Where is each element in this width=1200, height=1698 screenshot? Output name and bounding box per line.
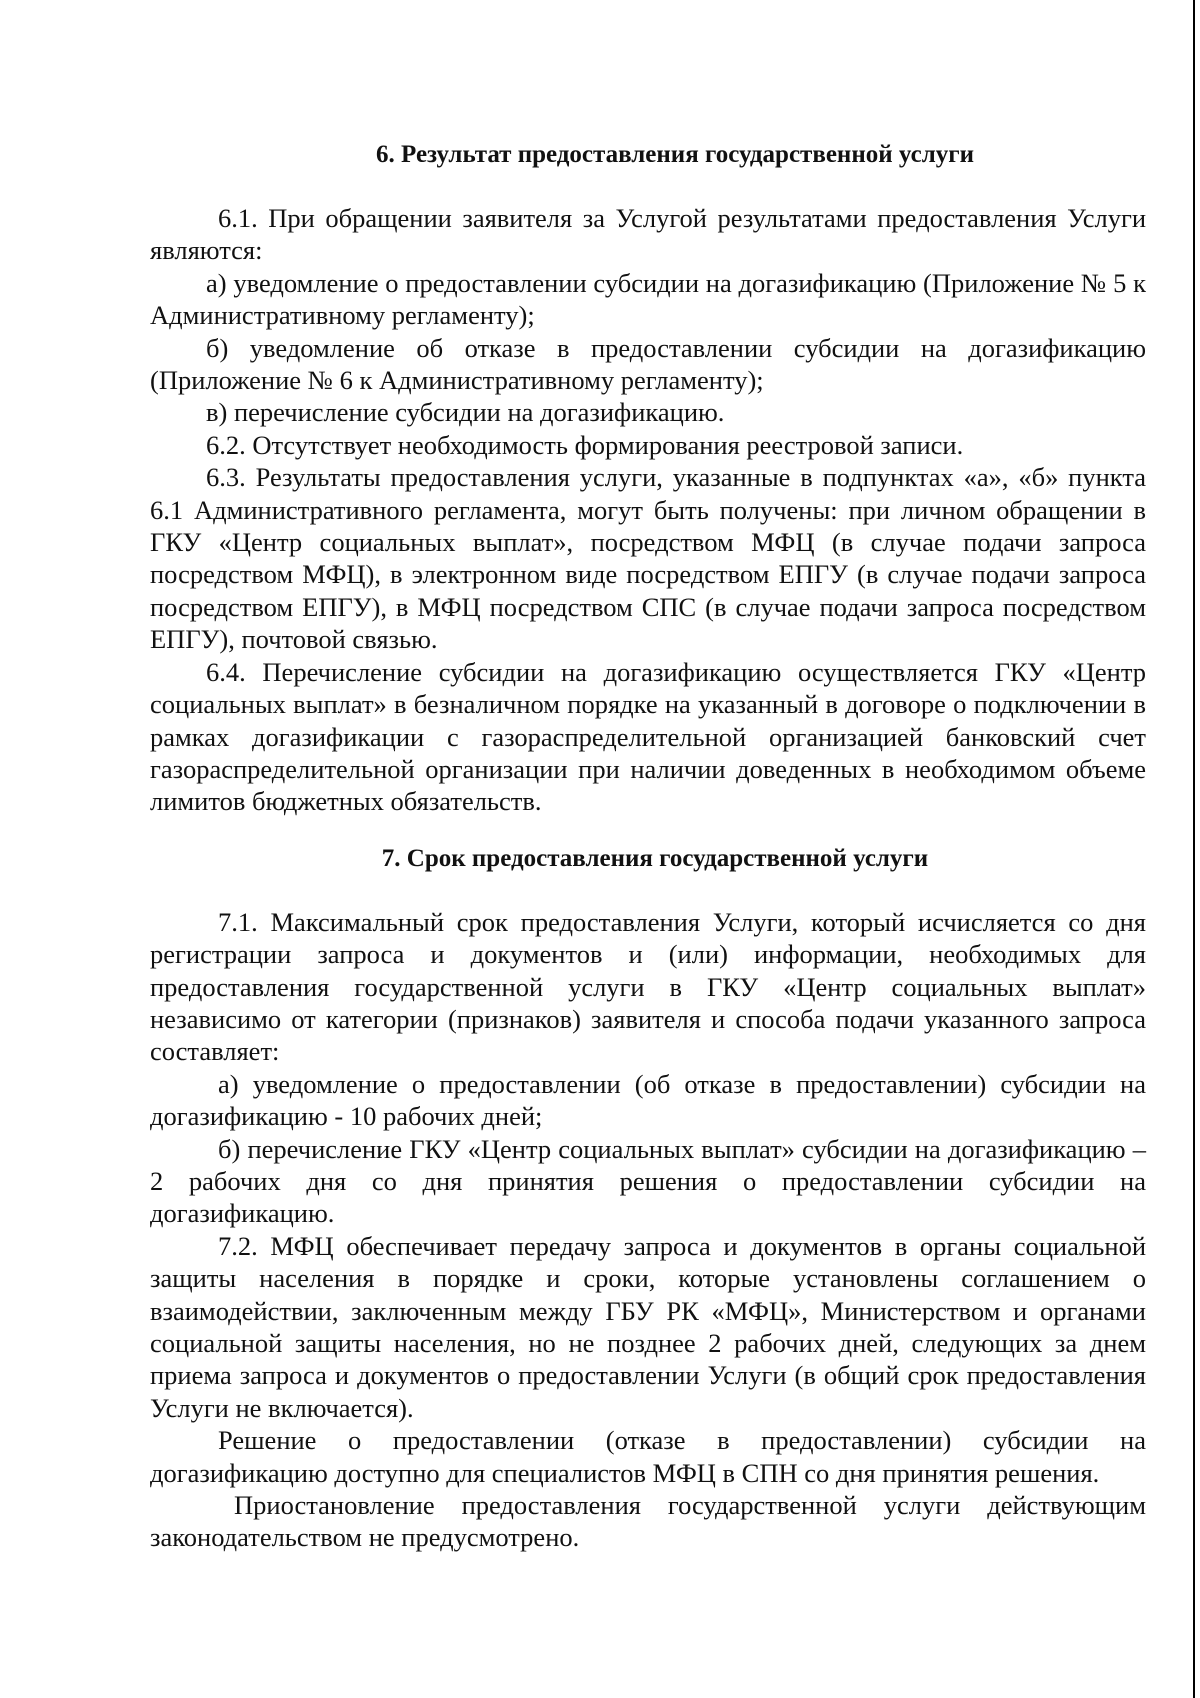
paragraph-7-1-b: б) перечисление ГКУ «Центр социальных выплат» субсидии на догазификацию – 2 рабочих дня со дня принятия решения о предоставлении субсидии на догазификацию. [150,1133,1146,1229]
document-content [150,138,1146,1554]
paragraph-6-4: 6.4. Перечисление субсидии на догазификацию осуществляется ГКУ «Центр социальных выплат» в безналичном порядке на указанный в договоре о подключении в рамках догазификации с газораспределительной организацией банковский счет газораспределительной организации при наличии доведенных в необходимом объеме лимитов бюджетных обязательств. [150,656,1146,817]
section-7-body [150,906,1146,1554]
paragraph-6-1-v: в) перечисление субсидии на догазификацию. [206,397,725,428]
scan-edge-line [1193,0,1195,1698]
section-7-heading: 7. Срок предоставления государственной услуги [381,844,929,872]
paragraph-suspension: Приостановление предоставления государственной услуги действующим законодательством не предусмотрено. [150,1490,1146,1553]
paragraph-6-3: 6.3. Результаты предоставления услуги, указанные в подпунктах «а», «б» пункта 6.1 Административного регламента, могут быть получены: при личном обращении в ГКУ «Центр социальных выплат», посредством МФЦ (в случае подачи запроса посредством МФЦ), в электронном виде посредством ЕПГУ (в случае подачи запроса посредством ЕПГУ), в МФЦ посредством СПС (в случае подачи запроса посредством ЕПГУ), почтовой связью. [150,462,1146,655]
paragraph-7-2: 7.2. МФЦ обеспечивает передачу запроса и документов в органы социальной защиты населения в порядке и сроки, которые установлены соглашением о взаимодействии, заключенным между ГБУ РК «МФЦ», Министерством и органами социальной защиты населения, но не позднее 2 рабочих дней, следующих за днем приема запроса и документов о предоставлении Услуги (в общий срок предоставления Услуги не включается). [150,1230,1146,1423]
paragraph-6-2: 6.2. Отсутствует необходимость формирования реестровой записи. [206,429,964,460]
paragraph-6-1-b: б) уведомление об отказе в предоставлении субсидии на догазификацию (Приложение № 6 к Административному регламенту); [150,332,1146,396]
paragraph-6-1-a: а) уведомление о предоставлении субсидии на догазификацию (Приложение № 5 к Административному регламенту); [150,267,1146,331]
section-6-heading: 6. Результат предоставления государственной услуги [376,141,974,168]
paragraph-7-1: 7.1. Максимальный срок предоставления Услуги, который исчисляется со дня регистрации запроса и документов и (или) информации, необходимых для предоставления государственной услуги в ГКУ «Центр социальных выплат» независимо от категории (признаков) заявителя и способа подачи указанного запроса составляет: [150,906,1146,1067]
section-6-body [150,202,1146,818]
paragraph-7-1-a: а) уведомление о предоставлении (об отказе в предоставлении) субсидии на догазификацию - 10 рабочих дней; [150,1068,1146,1132]
paragraph-6-1: 6.1. При обращении заявителя за Услугой результатами предоставления Услуги являются: [150,203,1146,266]
paragraph-decision-availability: Решение о предоставлении (отказе в предоставлении) субсидии на догазификацию доступно для специалистов МФЦ в СПН со дня принятия решения. [150,1425,1146,1488]
